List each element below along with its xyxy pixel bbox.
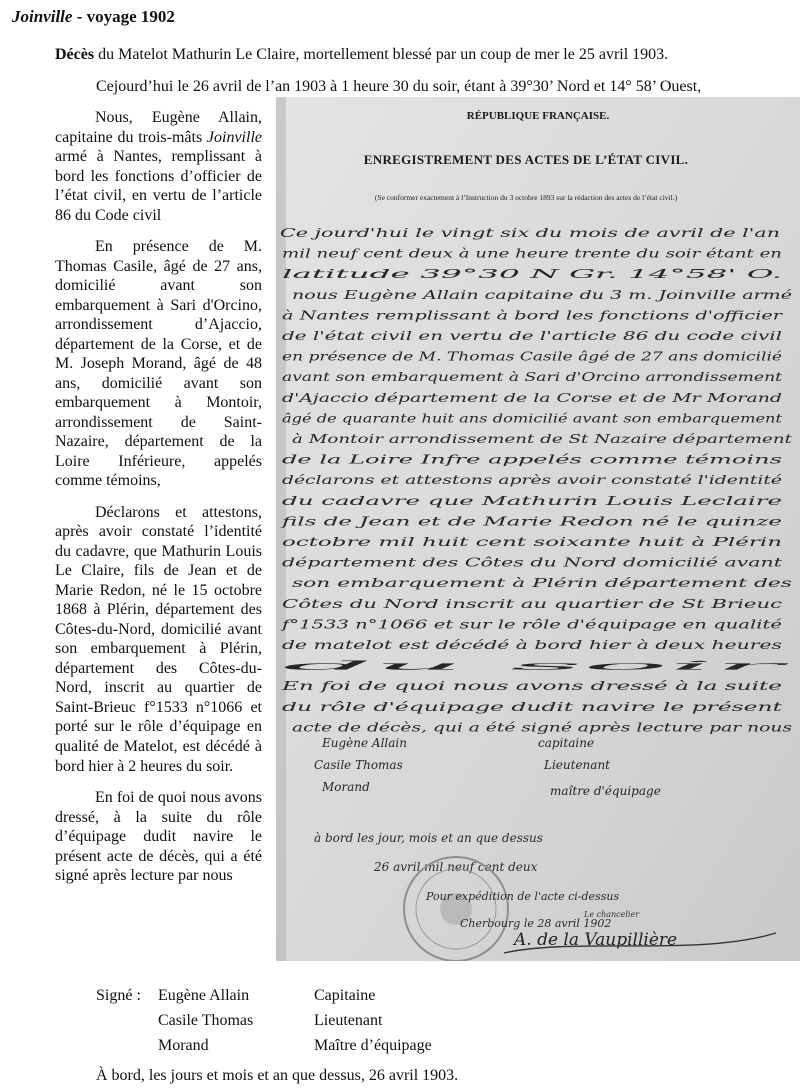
handwritten-line: du soir — [282, 658, 797, 673]
scan-heading-enregistrement: ENREGISTREMENT DES ACTES DE L’ÉTAT CIVIL. — [363, 152, 689, 167]
handwritten-signature-name: Morand — [322, 780, 370, 794]
signature-row — [96, 986, 516, 1011]
handwritten-line: latitude 39°30 N Gr. 14°58' O. — [282, 267, 782, 282]
handwritten-line: Côtes du Nord inscrit au quartier de St Brieuc — [282, 596, 783, 611]
signatory-name: Morand — [158, 1037, 209, 1054]
p1-before: Nous, Eugène Allain, capitaine du trois-mâts — [55, 109, 262, 146]
signature-row — [96, 1011, 516, 1036]
handwritten-signature-role: Lieutenant — [544, 758, 610, 772]
signatory-role: Capitaine — [314, 987, 376, 1004]
intro-date-line: Cejourd’hui le 26 avril de l’an 1903 à 1 heure 30 du soir, étant à 39°30’ Nord et 14° 58’ Ouest, — [96, 78, 702, 95]
handwritten-line: f°1533 n°1066 et sur le rôle d'équipage en qualité — [280, 617, 782, 632]
handwritten-line: fils de Jean et de Marie Redon né le quinze — [280, 514, 782, 529]
signatures-block — [96, 986, 516, 1061]
ship-name: Joinville — [12, 7, 73, 26]
handwritten-line: de l'état civil en vertu de l'article 86 du code civil — [282, 329, 783, 343]
signatory-name: Eugène Allain — [158, 987, 250, 1004]
scan-closing-hand-1: à bord les jour, mois et an que dessus — [314, 831, 543, 845]
transcription-paragraph-2: En présence de M. Thomas Casile, âgé de 27 ans, domicilié avant son embarquement à Sari d'Orcino, arrondissement d’Ajaccio, département de la Corse, et de M. Joseph Morand, âgé de 48 ans, domicilié avant son embarquement à Montoir, arrondissement de Saint-Nazaire, département de la Loire Inférieure, appelés comme témoins, — [55, 238, 262, 490]
handwritten-line: nous Eugène Allain capitaine du 3 m. Joinville armé — [292, 287, 792, 302]
signatory-role: Maître d’équipage — [314, 1037, 432, 1054]
signed-label: Signé : — [96, 987, 141, 1004]
scan-copy-hand-2: Cherbourg le 28 avril 1902 — [460, 917, 612, 930]
handwritten-line: avant son embarquement à Sari d'Orcino arrondissement — [282, 370, 783, 385]
scan-officer-signature: A. de la Vaupillière — [514, 930, 678, 950]
p1-after: armé à Nantes, remplissant à bord les fonctions d’officier de l’état civil, en vertu de l’article 86 du Code civil — [55, 148, 262, 224]
scanned-register-image — [276, 97, 800, 961]
handwritten-line: à Nantes remplissant à bord les fonctions d'officier — [282, 308, 785, 323]
scan-closing-hand-2: 26 avril mil neuf cent deux — [374, 860, 538, 874]
signatory-name: Casile Thomas — [158, 1012, 254, 1029]
intro-line1-rest: du Matelot Mathurin Le Claire, mortellement blessé par un coup de mer le 25 avril 1903. — [94, 46, 669, 63]
handwritten-line: Ce jourd'hui le vingt six du mois de avril de l'an — [280, 226, 780, 240]
handwritten-signature-name: Eugène Allain — [322, 736, 407, 750]
scan-officer-label: Le chancelier — [584, 910, 640, 919]
signature-row — [96, 1036, 516, 1061]
handwritten-line: département des Côtes du Nord domicilié avant — [282, 555, 783, 570]
intro-death-line — [55, 45, 795, 65]
transcription-paragraph-4: En foi de quoi nous avons dressé, à la suite du rôle d’équipage dudit navire le présent acte de décès, qui a été signé après lecture par nous — [55, 789, 262, 885]
handwritten-line: octobre mil huit cent soixante huit à Plérin — [282, 535, 782, 549]
closing-line: À bord, les jours et mois et an que dessus, 26 avril 1903. — [96, 1067, 459, 1084]
scan-copy-hand-1: Pour expédition de l'acte ci-dessus — [426, 890, 620, 903]
header-separator: - — [72, 7, 87, 26]
voyage-year: voyage 1902 — [86, 7, 175, 26]
handwritten-line: d'Ajaccio département de la Corse et de Mr Morand — [282, 390, 783, 405]
handwritten-line: de la Loire Infre appelés comme témoins — [282, 452, 782, 467]
handwritten-line: à Montoir arrondissement de St Nazaire département — [292, 432, 793, 446]
scan-heading-republique: RÉPUBLIQUE FRANÇAISE. — [466, 110, 610, 122]
handwritten-line: déclarons et attestons après avoir constaté l'identité — [282, 473, 782, 488]
page-header — [12, 7, 175, 28]
transcription-paragraph-3: Déclarons et attestons, après avoir constaté l’identité du cadavre, que Mathurin Louis Le Claire, fils de Jean et de Marie Redon, né le 15 octobre 1868 à Plérin, département des Côtes-du-Nord, domicilié avant son embarquement à Plérin, département des Côtes-du-Nord, inscrit au quartier de Saint-Brieuc f°1533 n°1066 et porté sur le rôle d’équipage en qualité de Matelot, est décédé à bord hier à 2 heures du soir. — [55, 503, 262, 775]
handwritten-line: en présence de M. Thomas Casile âgé de 27 ans domicilié — [282, 349, 782, 364]
handwritten-line: En foi de quoi nous avons dressé à la suite — [280, 679, 782, 694]
handwritten-line: du rôle d'équipage dudit navire le présent — [282, 699, 783, 714]
scan-instruction: (Se conformer exactement à l’Instruction du 3 octobre 1893 sur la rédaction des actes de l’état civil.) — [374, 193, 678, 202]
handwritten-line: âgé de quarante huit ans domicilié avant son embarquement — [282, 411, 783, 426]
signatory-role: Lieutenant — [314, 1012, 383, 1029]
handwritten-signature-name: Casile Thomas — [314, 758, 403, 772]
handwritten-line: mil neuf cent deux à une heure trente du soir étant en — [282, 246, 782, 261]
transcription-paragraph-1 — [55, 108, 262, 225]
handwritten-signature-role: capitaine — [538, 736, 595, 750]
p1-ship: Joinville — [206, 128, 262, 146]
handwritten-line: son embarquement à Plérin département des — [292, 576, 792, 591]
handwritten-signature-role: maître d'équipage — [550, 784, 661, 798]
handwritten-line: du cadavre que Mathurin Louis Leclaire — [282, 493, 782, 508]
intro-bold-word: Décès — [55, 46, 95, 63]
handwritten-line: acte de décès, qui a été signé après lecture par nous — [292, 720, 792, 735]
transcription-column — [55, 108, 262, 898]
handwritten-line: de matelot est décédé à bord hier à deux heures — [282, 638, 782, 652]
